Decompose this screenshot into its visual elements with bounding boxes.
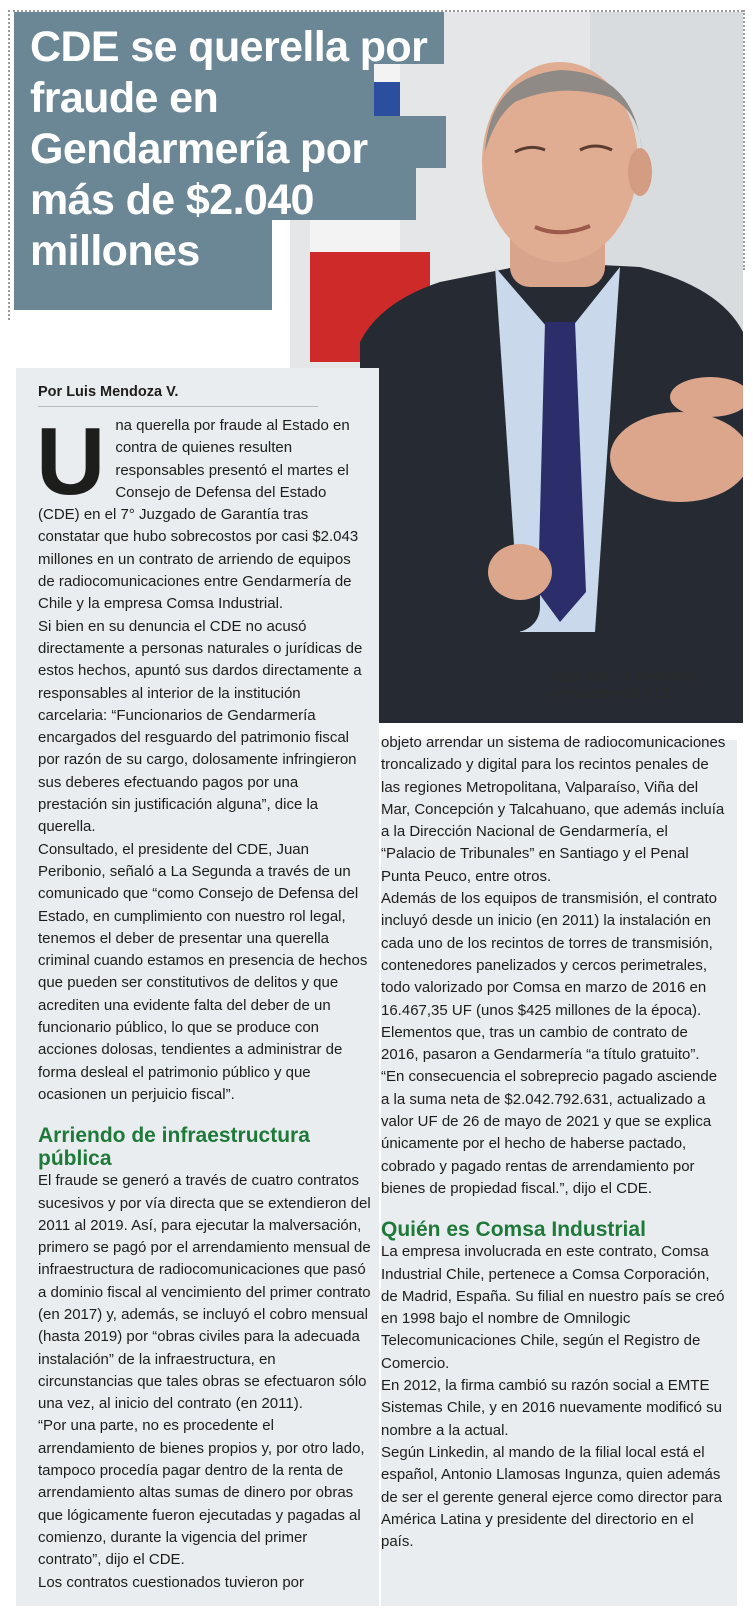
paragraph: “En consecuencia el sobreprecio pagado asciende a la suma neta de $2.042.792.631, actualizado a valor UF de 26 de mayo de 2021 y que se explica únicamente por el hecho de haberse pactado, cobrado y pagado rentas de arrendamiento por bienes de propiedad fiscal.”, dijo el CDE. xyxy=(381,1068,718,1197)
right-column-text xyxy=(381,732,726,1553)
paragraph: Los contratos cuestionados tuvieron por xyxy=(38,1573,304,1591)
subheading: Quién es Comsa Industrial xyxy=(381,1218,646,1242)
paragraph: Consultado, el presidente del CDE, Juan Peribonio, señaló a La Segunda a través de un comunicado que “como Consejo de Defensa del Estado, en cumplimiento con nuestro rol legal, tenemos el deber de presentar una querella criminal cuando estamos en presencia de hechos que pueden ser constitutivos de delitos y que acrediten una evidente falta del deber de un funcionario público, lo que se produce con acciones dolosas, tendientes a administrar de forma desleal el patrimonio público y que ocasionen un perjuicio fiscal”. xyxy=(38,840,368,1103)
drop-cap: U xyxy=(36,408,106,515)
paragraph: La empresa involucrada en este contrato, Comsa Industrial Chile, pertenece a Comsa Corporación, de Madrid, España. Su filial en nuestro país se creó en 1998 bajo el nombre de Omnilogic Telecomunicaciones Chile, según el Registro de Comercio. xyxy=(381,1243,725,1372)
frame-left-divider xyxy=(8,10,10,320)
intro-text: na querella por fraude al Estado en contra de quienes resulten responsables presentó el martes el Consejo de Defensa del Estado (CDE) en el 7° Juzgado de Garantía tras constatar que hubo sobrecostos por casi $2.043 millones en un contrato de arriendo de equipos de radiocomunicaciones entre Gendarmería de Chile y la empresa Comsa Industrial. xyxy=(38,417,359,613)
left-column-text xyxy=(36,408,371,1594)
paragraph: Además de los equipos de transmisión, el contrato incluyó desde un inicio (en 2011) la instalación en cada uno de los recintos de torres de transmisión, contenedores panelizados y cercos perimetrales, todo valorizado por Comsa en marzo de 2016 en 16.467,35 UF (unos $425 millones de la época). Elementos que, tras un cambio de contrato de 2016, pasaron a Gendarmería “a título gratuito”. xyxy=(381,890,718,1064)
intro-paragraph xyxy=(36,408,371,616)
photo-caption: Juan Antonio Peribonio, presidente del CDE. xyxy=(549,669,703,702)
byline: Por Luis Mendoza V. xyxy=(38,384,318,407)
subheading: Arriendo de infraestructura pública xyxy=(38,1124,310,1171)
paragraph: En 2012, la firma cambió su razón social a EMTE Sistemas Chile, y en 2016 nuevamente modificó su nombre a la actual. xyxy=(381,1377,723,1439)
left-column xyxy=(16,368,379,1606)
paragraph: Si bien en su denuncia el CDE no acusó directamente a personas naturales o jurídicas de estos hechos, apuntó sus dardos directamente a responsables al interior de la institución carcelaria: “Funcionarios de Gendarmería encargados del resguardo del patrimonio fiscal por razón de su cargo, dolosamente infringieron sus deberes efectuando pagos por una prestación sin justificación alguna”, dice la querella. xyxy=(38,617,363,836)
paragraph: El fraude se generó a través de cuatro contratos sucesivos y por vía directa que se extendieron del 2011 al 2019. Así, para ejecutar la malversación, primero se pagó por el arrendamiento mensual de infraestructura de radiocomunicaciones que pasó a dominio fiscal al vencimiento del primer contrato (en 2017) y, además, se incluyó el cobro mensual (hasta 2019) por “obras civiles para la adecuada instalación” de la infraestructura, en circunstancias que tales obras se efectuaron sólo una vez, al inicio del contrato (en 2011). xyxy=(38,1172,371,1413)
paragraph: objeto arrendar un sistema de radiocomunicaciones troncalizado y digital para los recintos penales de las regiones Metropolitana, Valparaíso, Viña del Mar, Concepción y Talcahuano, que además incluía a la Dirección Nacional de Gendarmería, el “Palacio de Tribunales” en Santiago y el Penal Punta Peuco, entre otros. xyxy=(381,734,726,885)
right-column xyxy=(381,734,737,1606)
headline: CDE se querella por fraude en Gendarmería por más de $2.040 millones xyxy=(30,23,428,275)
paragraph: “Por una parte, no es procedente el arrendamiento de bienes propios y, por otro lado, tampoco procedía pagar dentro de la renta de arrendamiento altas sumas de dinero por obras que lógicamente fueron ejecutadas y pagadas al comienzo, durante la vigencia del primer contrato”, dijo el CDE. xyxy=(38,1417,365,1569)
paragraph: Según Linkedin, al mando de la filial local está el español, Antonio Llamosas Ingunza, quien además de ser el gerente general ejerce como director para América Latina y presidente del directorio en el país. xyxy=(381,1443,723,1551)
frame-right-divider xyxy=(743,10,745,270)
